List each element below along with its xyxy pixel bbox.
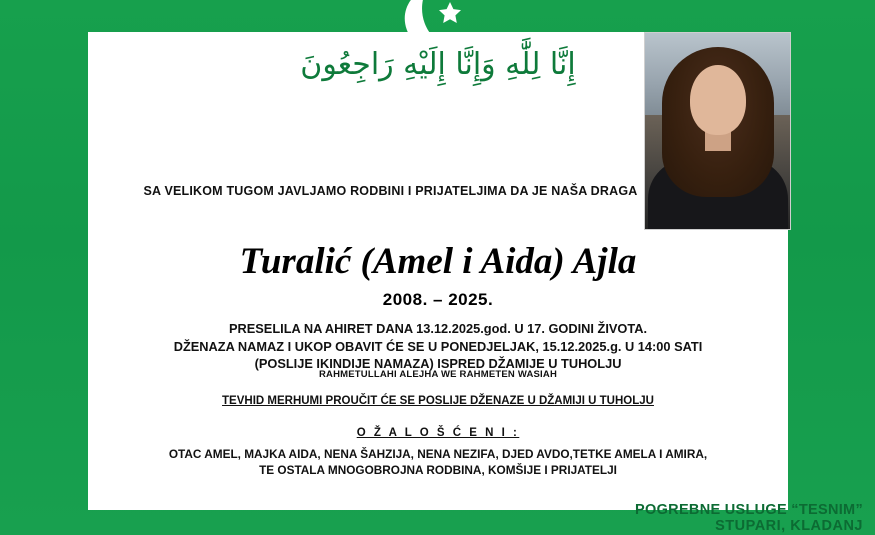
rahmetullahi-text: RAHMETULLAHI ALEJHA WE RAHMETEN WASIAH bbox=[318, 369, 558, 380]
mourners-list bbox=[88, 446, 788, 479]
tevhid-text: TEVHID MERHUMI PROUČIT ĆE SE POSLIJE DŽENAZE U DŽAMIJI U TUHOLJU bbox=[222, 395, 654, 407]
notice-card bbox=[88, 32, 788, 510]
detail-line: PRESELILA NA AHIRET DANA 13.12.2025.god. U 17. GODINI ŽIVOTA. bbox=[228, 321, 648, 336]
lead-text: SA VELIKOM TUGOM JAVLJAMO RODBINI I PRIJATELJIMA DA JE NAŠA DRAGA bbox=[143, 184, 638, 198]
funeral-service-name: POGREBNE USLUGE “TESNIM” bbox=[635, 501, 863, 518]
deceased-portrait bbox=[644, 32, 791, 230]
detail-line: DŽENAZA NAMAZ I UKOP OBAVIT ĆE SE U PONEDJELJAK, 15.12.2025.g. U 14:00 SATI bbox=[173, 338, 703, 354]
life-years: 2008. – 2025. bbox=[382, 290, 494, 309]
mourners-label: O Ž A L O Š Ć E N I : bbox=[356, 427, 520, 439]
mourners-line: OTAC AMEL, MAJKA AIDA, NENA ŠAHZIJA, NENA NEZIFA, DJED AVDO,TETKE AMELA I AMIRA, bbox=[168, 447, 708, 461]
funeral-service-location: STUPARI, KLADANJ bbox=[715, 518, 863, 535]
funeral-details bbox=[88, 320, 788, 373]
deceased-name: Turalić (Amel i Aida) Ajla bbox=[239, 241, 637, 282]
detail-line: (POSLIJE IKINDIJE NAMAZA) ISPRED DŽAMIJE U TUHOLJU bbox=[254, 356, 622, 372]
funeral-service-credit bbox=[635, 502, 863, 535]
portrait-face bbox=[690, 65, 746, 135]
arabic-calligraphy: إِنَّا لِلَّٰهِ وَإِنَّا إِلَيْهِ رَاجِعُونَ bbox=[300, 47, 576, 82]
mourners-line: TE OSTALA MNOGOBROJNA RODBINA, KOMŠIJE I PRIJATELJI bbox=[259, 463, 617, 478]
